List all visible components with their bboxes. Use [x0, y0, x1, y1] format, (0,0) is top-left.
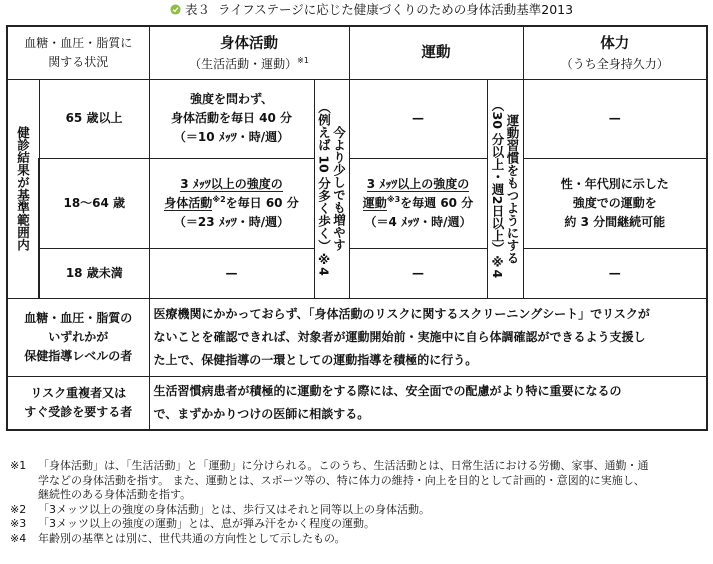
table-row [7, 79, 707, 158]
circle-bullet-icon [170, 4, 181, 15]
risk-label: リスク重複者又は すぐ受診を要する者 [7, 376, 149, 430]
footnote-1: ※1 「身体活動」は、「生活活動」と「運動」に分けられる。このうち、生活活動とは、日常生活における労働、家事、通勤・通 学などの身体活動を指す。 また、運動とは、スポーツ等の、特に体力の維持・向上を目的として計画的・意図的に実施し、 継続性のある身体活動を指す。 [10, 459, 649, 501]
fitness-18-64: 性・年代別に示した 強度での運動を 約 3 分間継続可能 [523, 158, 707, 248]
fitness-65-plus: — [523, 79, 707, 158]
footnote-4: ※4 年齢別の基準とは別に、世代共通の方向性として示したもの。 [10, 531, 346, 545]
caption-title: ライフステージに応じた健康づくりのための身体活動基準2013 [218, 2, 574, 17]
header-activity: 身体活動 （生活活動・運動）$^{※1}$ [149, 26, 349, 79]
table-header-row [7, 26, 707, 79]
table-row [7, 248, 707, 298]
age-65-plus: 65 歳以上 [39, 79, 149, 158]
table-row [7, 158, 707, 248]
exercise-common-direction: 運動習慣をもつようにする （30 分以上・週2日以上）※4 [487, 79, 523, 298]
footnote-3: ※3 「3メッツ以上の強度の運動」とは、息が弾み汗をかく程度の運動。 [10, 517, 375, 530]
caption-number: 表３ [185, 2, 211, 17]
exercise-65-plus: — [349, 79, 487, 158]
footnotes [10, 459, 710, 546]
exercise-under-18: — [349, 248, 487, 298]
risk-text: 生活習慣病患者が積極的に運動をする際には、安全面での配慮がより特に重要になるの で、まずかかりつけの医師に相談する。 [149, 376, 707, 430]
activity-common-direction: 今より少しでも増やす （例えば 10 分多く歩く）※4 [314, 79, 349, 298]
guidance-text: 医療機関にかかっておらず、「身体活動のリスクに関するスクリーニングシート」でリスクが ないことを確認できれば、対象者が運動開始前・実施中に自ら体調確認ができるよう支援し た上で、保健指導の一環としての運動指導を積極的に行う。 [149, 298, 707, 376]
guidance-label: 血糖・血圧・脂質の いずれかが 保健指導レベルの者 [7, 298, 149, 376]
header-fitness: 体力 （うち全身持久力） [523, 26, 707, 79]
header-exercise: 運動 [349, 26, 523, 79]
activity-standards-table [6, 25, 708, 431]
activity-18-64: 3 ﾒｯﾂ以上の強度の 身体活動$^{※2}$を毎日 60 分 （＝23 ﾒｯﾂ・時/週） [149, 158, 314, 248]
activity-under-18: — [149, 248, 314, 298]
age-18-64: 18～64 歳 [39, 158, 149, 248]
age-under-18: 18 歳未満 [39, 248, 149, 298]
guidance-row [7, 298, 707, 376]
table-caption [170, 1, 573, 18]
footnote-2: ※2 「3メッツ以上の強度の身体活動」とは、歩行又はそれと同等以上の身体活動。 [10, 502, 430, 516]
side-label: 健診結果が基準範囲内 [7, 79, 39, 298]
header-status: 血糖・血圧・脂質に 関する状況 [7, 26, 149, 79]
activity-65-plus: 強度を問わず、 身体活動を毎日 40 分 （＝10 ﾒｯﾂ・時/週） [149, 79, 314, 158]
exercise-18-64: 3 ﾒｯﾂ以上の強度の 運動$^{※3}$を毎週 60 分 （＝4 ﾒｯﾂ・時/週） [349, 158, 487, 248]
fitness-under-18: — [523, 248, 707, 298]
risk-row [7, 376, 707, 430]
